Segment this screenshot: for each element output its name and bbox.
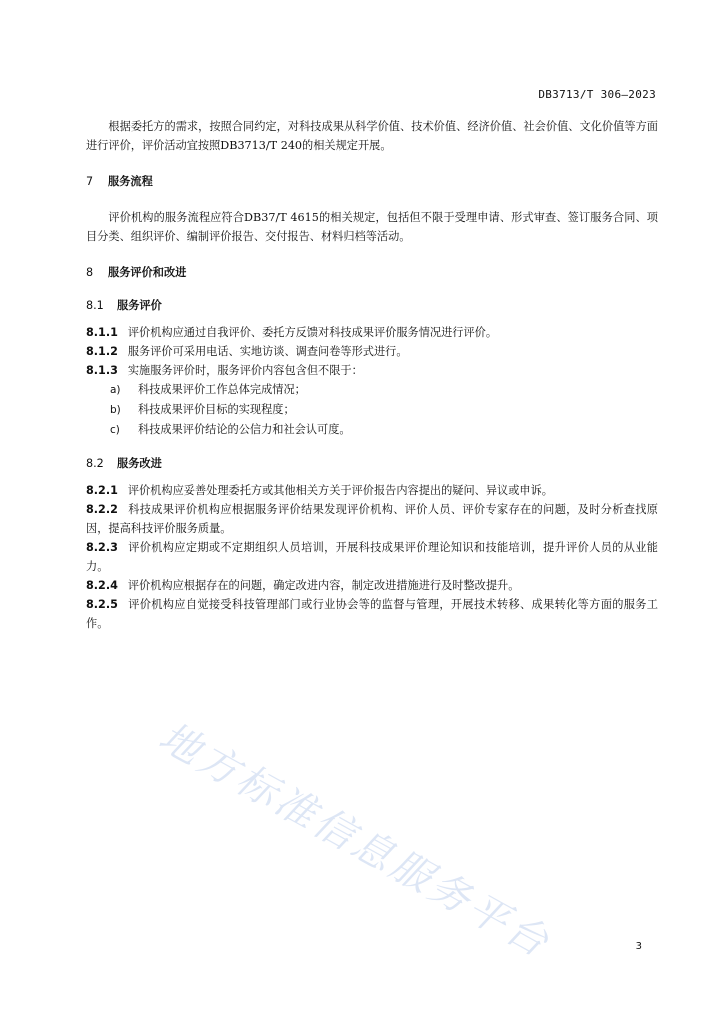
clause-8-1-2 xyxy=(86,342,658,361)
standard-code: DB3713/T 306—2023 xyxy=(538,88,656,101)
clause-8-2-4 xyxy=(86,576,658,595)
list-item-c xyxy=(86,420,658,440)
clause-number: 8.2.5 xyxy=(86,598,118,611)
page-number: 3 xyxy=(635,941,642,952)
clause-text: 评价机构应定期或不定期组织人员培训，开展科技成果评价理论知识和技能培训，提升评价人员的从业能力。 xyxy=(86,541,658,573)
clause-8-1-1 xyxy=(86,323,658,342)
section-8-2-title: 服务改进 xyxy=(117,457,162,470)
watermark-text: 地方标准信息服务平台 xyxy=(151,713,559,968)
clause-8-2-3 xyxy=(86,538,658,576)
section-8-2-heading xyxy=(86,454,658,473)
section-7-number: 7 xyxy=(86,175,94,188)
list-marker: c) xyxy=(110,424,120,436)
list-item-text: 科技成果评价结论的公信力和社会认可度。 xyxy=(138,423,351,436)
clause-number: 8.1.1 xyxy=(86,326,118,339)
section-8-2-number: 8.2 xyxy=(86,457,104,470)
clause-number: 8.2.4 xyxy=(86,579,118,592)
section-8-number: 8 xyxy=(86,266,94,279)
section-8-1-heading xyxy=(86,296,658,315)
list-item-a xyxy=(86,380,658,400)
clause-8-2-2 xyxy=(86,500,658,538)
section-8-heading xyxy=(86,263,658,282)
clause-number: 8.2.2 xyxy=(86,503,118,516)
clause-text: 服务评价可采用电话、实地访谈、调查问卷等形式进行。 xyxy=(127,345,408,358)
list-marker: b) xyxy=(110,404,121,416)
clause-8-2-1 xyxy=(86,481,658,500)
clause-number: 8.1.3 xyxy=(86,364,118,377)
section-8-1-title: 服务评价 xyxy=(117,299,162,312)
section-8-title: 服务评价和改进 xyxy=(108,266,187,279)
clause-text: 评价机构应根据存在的问题，确定改进内容，制定改进措施进行及时整改提升。 xyxy=(127,579,520,592)
page-content xyxy=(86,117,658,633)
clause-8-2-5 xyxy=(86,595,658,633)
list-item-text: 科技成果评价工作总体完成情况； xyxy=(138,383,306,396)
clause-text: 评价机构应妥善处理委托方或其他相关方关于评价报告内容提出的疑问、异议或申诉。 xyxy=(127,484,553,497)
list-item-text: 科技成果评价目标的实现程度； xyxy=(138,403,295,416)
clause-text: 评价机构应通过自我评价、委托方反馈对科技成果评价服务情况进行评价。 xyxy=(127,326,498,339)
section-7-paragraph: 评价机构的服务流程应符合DB37/T 4615的相关规定，包括但不限于受理申请、形式审查、签订服务合同、项目分类、组织评价、编制评价报告、交付报告、材料归档等活动。 xyxy=(86,211,658,243)
list-item-b xyxy=(86,400,658,420)
section-7-title: 服务流程 xyxy=(108,175,153,188)
clause-text: 实施服务评价时，服务评价内容包含但不限于： xyxy=(127,364,363,377)
clause-text: 科技成果评价机构应根据服务评价结果发现评价机构、评价人员、评价专家存在的问题，及时分析查找原因，提高科技评价服务质量。 xyxy=(86,503,658,535)
clause-8-1-3 xyxy=(86,361,658,380)
section-8-1-number: 8.1 xyxy=(86,299,104,312)
section-7-heading xyxy=(86,172,658,191)
list-marker: a) xyxy=(110,384,121,396)
clause-number: 8.2.3 xyxy=(86,541,118,554)
intro-paragraph: 根据委托方的需求，按照合同约定，对科技成果从科学价值、技术价值、经济价值、社会价值、文化价值等方面进行评价，评价活动宜按照DB3713/T 240的相关规定开展。 xyxy=(86,120,658,152)
clause-text: 评价机构应自觉接受科技管理部门或行业协会等的监督与管理，开展技术转移、成果转化等方面的服务工作。 xyxy=(86,598,658,630)
clause-number: 8.1.2 xyxy=(86,345,118,358)
clause-number: 8.2.1 xyxy=(86,484,118,497)
